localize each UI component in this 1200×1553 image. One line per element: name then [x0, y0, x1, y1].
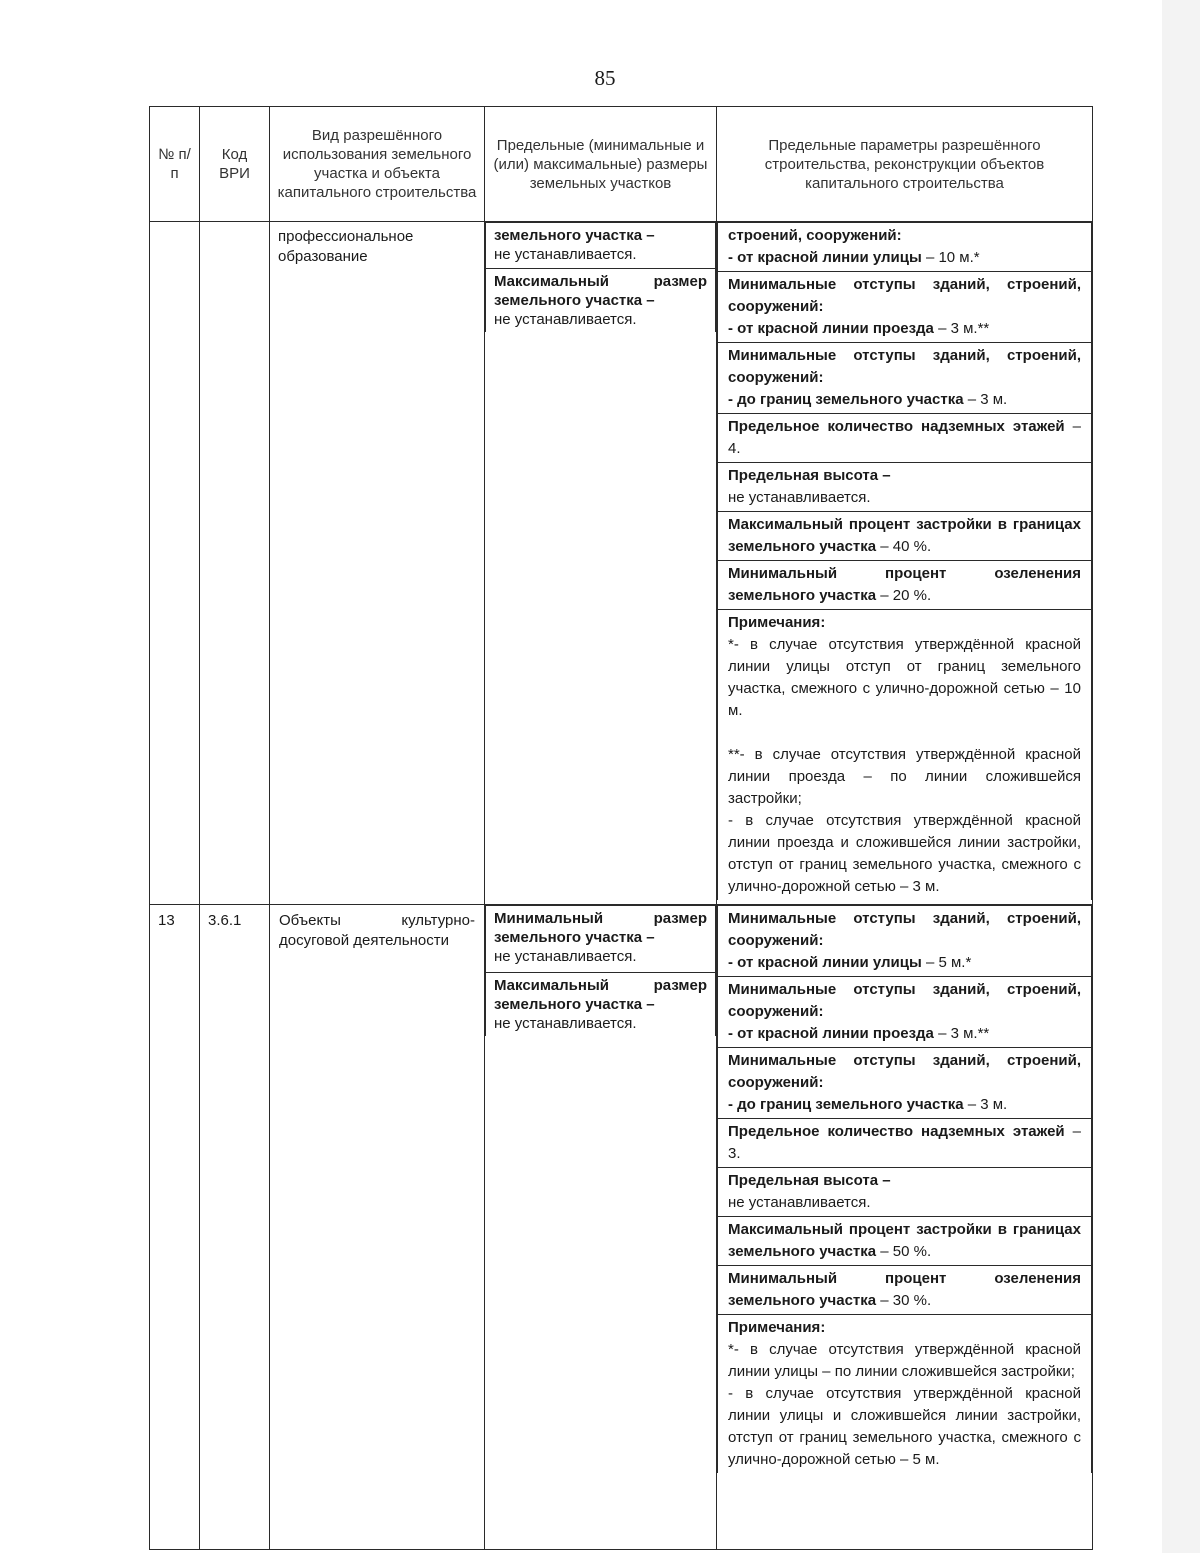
cell-plot-sizes	[485, 222, 717, 905]
regulations-table	[149, 106, 1093, 1550]
param-item: Минимальные отступы зданий, строений, сооружений: - от красной линии улицы – 5 м.*	[728, 910, 1081, 971]
scan-edge	[1162, 0, 1200, 1553]
param-item: Минимальные отступы зданий, строений, сооружений: - до границ земельного участка – 3 м.	[728, 347, 1081, 408]
param-item: Минимальные отступы зданий, строений, сооружений: - от красной линии проезда – 3 м.**	[728, 276, 1081, 337]
page-number: 85	[594, 66, 616, 90]
build-params-list	[717, 222, 1092, 900]
notes: Примечания: *- в случае отсутствия утверждённой красной линии улицы – по линии сложившейся застройки; - в случае отсутствия утверждённой красной линии улицы и сложившейся линии застройки, отступ от границ земельного участка, смежного с улично-дорожной сетью – 5 м.	[728, 1319, 1081, 1468]
cell-plot-sizes	[485, 905, 717, 1550]
table-row	[150, 905, 1093, 1550]
header-build-params: Предельные параметры разрешённого строительства, реконструкции объектов капитального строительства	[717, 107, 1093, 222]
param-item: Предельное количество надземных этажей – 4.	[728, 418, 1082, 457]
header-plot-sizes: Предельные (минимальные и (или) максимальные) размеры земельных участков	[485, 107, 717, 222]
param-item: Минимальный процент озеленения земельного участка – 20 %.	[728, 565, 1081, 604]
header-number: № п/п	[150, 107, 200, 222]
param-item: Минимальные отступы зданий, строений, сооружений: - до границ земельного участка – 3 м.	[728, 1052, 1081, 1113]
param-item: Максимальный процент застройки в границах земельного участка – 50 %.	[728, 1221, 1081, 1260]
cell-use-type: Объекты культурно-досуговой деятельности	[270, 905, 485, 1550]
param-item: Минимальные отступы зданий, строений, сооружений: - от красной линии проезда – 3 м.**	[728, 981, 1081, 1042]
table-row	[150, 222, 1093, 905]
table-header-row	[150, 107, 1093, 222]
cell-build-params	[717, 222, 1093, 905]
param-item: Предельная высота – не устанавливается.	[728, 467, 891, 506]
plot-sizes-list	[485, 905, 716, 1036]
param-item: строений, сооружений: - от красной линии улицы – 10 м.*	[728, 227, 980, 266]
param-item: Минимальный процент озеленения земельного участка – 30 %.	[728, 1270, 1081, 1309]
param-item: Предельная высота – не устанавливается.	[728, 1172, 891, 1211]
plot-size-item: земельного участка – не устанавливается.	[494, 227, 655, 263]
param-item: Предельное количество надземных этажей – 3.	[728, 1123, 1082, 1162]
plot-size-item: Максимальный размер земельного участка – не устанавливается.	[494, 977, 707, 1032]
header-code: Код ВРИ	[200, 107, 270, 222]
cell-code: 3.6.1	[200, 905, 270, 1550]
notes: Примечания: *- в случае отсутствия утверждённой красной линии улицы отступ от границ земельного участка, смежного с улично-дорожной сетью – 10 м. **- в случае отсутствия утверждённой красной линии проезда – по линии сложившейся застройки; - в случае отсутствия утверждённой красной линии проезда и сложившейся линии застройки, отступ от границ земельного участка, смежного с улично-дорожной сетью – 3 м.	[728, 614, 1081, 895]
cell-number: 13	[150, 905, 200, 1550]
cell-use-type: профессиональное образование	[270, 222, 485, 905]
header-use-type: Вид разрешённого использования земельного участка и объекта капитального строительства	[270, 107, 485, 222]
build-params-list	[717, 905, 1092, 1473]
plot-sizes-list	[485, 222, 716, 332]
cell-build-params	[717, 905, 1093, 1550]
cell-code	[200, 222, 270, 905]
param-item: Максимальный процент застройки в границах земельного участка – 40 %.	[728, 516, 1081, 555]
cell-number	[150, 222, 200, 905]
plot-size-item: Минимальный размер земельного участка – не устанавливается.	[494, 910, 707, 965]
plot-size-item: Максимальный размер земельного участка – не устанавливается.	[494, 273, 707, 328]
